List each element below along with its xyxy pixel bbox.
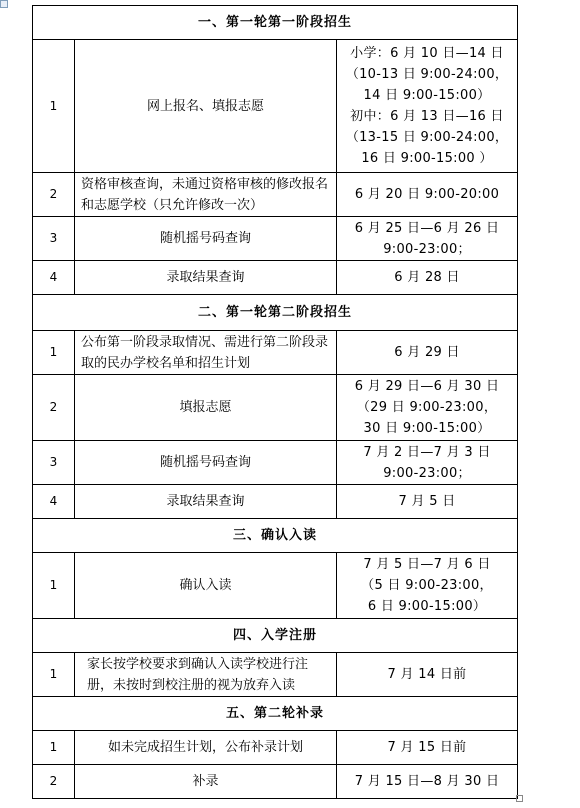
task-cell: 网上报名、填报志愿	[75, 40, 337, 173]
table-row	[33, 731, 518, 765]
table-row	[33, 441, 518, 485]
table-row	[33, 553, 518, 619]
table-row	[33, 375, 518, 441]
table-move-handle-icon[interactable]	[0, 0, 8, 8]
section-header-row	[33, 619, 518, 653]
table-row	[33, 173, 518, 217]
row-number: 2	[33, 173, 75, 217]
table-row	[33, 485, 518, 519]
time-cell: 6 月 29 日—6 月 30 日 （29 日 9:00-23:00， 30 日 9:00-15:00）	[337, 375, 518, 441]
time-cell: 7 月 15 日—8 月 30 日	[337, 765, 518, 799]
time-cell: 6 月 20 日 9:00-20:00	[337, 173, 518, 217]
section-title: 三、确认入读	[33, 519, 518, 553]
time-cell: 7 月 14 日前	[337, 653, 518, 697]
task-cell: 资格审核查询，未通过资格审核的修改报名和志愿学校（只允许修改一次）	[75, 173, 337, 217]
section-header-row	[33, 697, 518, 731]
row-number: 1	[33, 40, 75, 173]
task-cell: 确认入读	[75, 553, 337, 619]
table-row	[33, 261, 518, 295]
task-cell: 补录	[75, 765, 337, 799]
row-number: 1	[33, 731, 75, 765]
section-title: 二、第一轮第二阶段招生	[33, 295, 518, 331]
table-row	[33, 40, 518, 173]
section-header-row	[33, 6, 518, 40]
time-cell: 7 月 15 日前	[337, 731, 518, 765]
section-title: 一、第一轮第一阶段招生	[33, 6, 518, 40]
row-number: 1	[33, 653, 75, 697]
table-resize-handle-icon[interactable]	[516, 795, 523, 802]
task-cell: 填报志愿	[75, 375, 337, 441]
row-number: 1	[33, 553, 75, 619]
row-number: 2	[33, 765, 75, 799]
task-cell: 家长按学校要求到确认入读学校进行注册，未按时到校注册的视为放弃入读	[75, 653, 337, 697]
task-cell: 如未完成招生计划，公布补录计划	[75, 731, 337, 765]
table-row	[33, 217, 518, 261]
task-cell: 随机摇号码查询	[75, 441, 337, 485]
enrollment-schedule-table	[32, 5, 518, 799]
time-cell: 7 月 5 日—7 月 6 日 （5 日 9:00-23:00， 6 日 9:00-15:00）	[337, 553, 518, 619]
task-cell: 公布第一阶段录取情况、需进行第二阶段录取的民办学校名单和招生计划	[75, 331, 337, 375]
time-cell: 7 月 5 日	[337, 485, 518, 519]
time-cell: 7 月 2 日—7 月 3 日 9:00-23:00；	[337, 441, 518, 485]
time-cell: 6 月 28 日	[337, 261, 518, 295]
section-header-row	[33, 295, 518, 331]
section-title: 五、第二轮补录	[33, 697, 518, 731]
task-cell: 录取结果查询	[75, 485, 337, 519]
time-cell: 6 月 29 日	[337, 331, 518, 375]
row-number: 4	[33, 485, 75, 519]
section-header-row	[33, 519, 518, 553]
row-number: 3	[33, 441, 75, 485]
task-cell: 随机摇号码查询	[75, 217, 337, 261]
section-title: 四、入学注册	[33, 619, 518, 653]
table-row	[33, 765, 518, 799]
row-number: 2	[33, 375, 75, 441]
time-cell: 6 月 25 日—6 月 26 日 9:00-23:00；	[337, 217, 518, 261]
time-cell: 小学：6 月 10 日—14 日 （10-13 日 9:00-24:00， 14 日 9:00-15:00） 初中：6 月 13 日—16 日 （13-15 日 9:00-24:00， 16 日 9:00-15:00 ）	[337, 40, 518, 173]
table-row	[33, 331, 518, 375]
row-number: 1	[33, 331, 75, 375]
task-cell: 录取结果查询	[75, 261, 337, 295]
row-number: 3	[33, 217, 75, 261]
row-number: 4	[33, 261, 75, 295]
table-row	[33, 653, 518, 697]
